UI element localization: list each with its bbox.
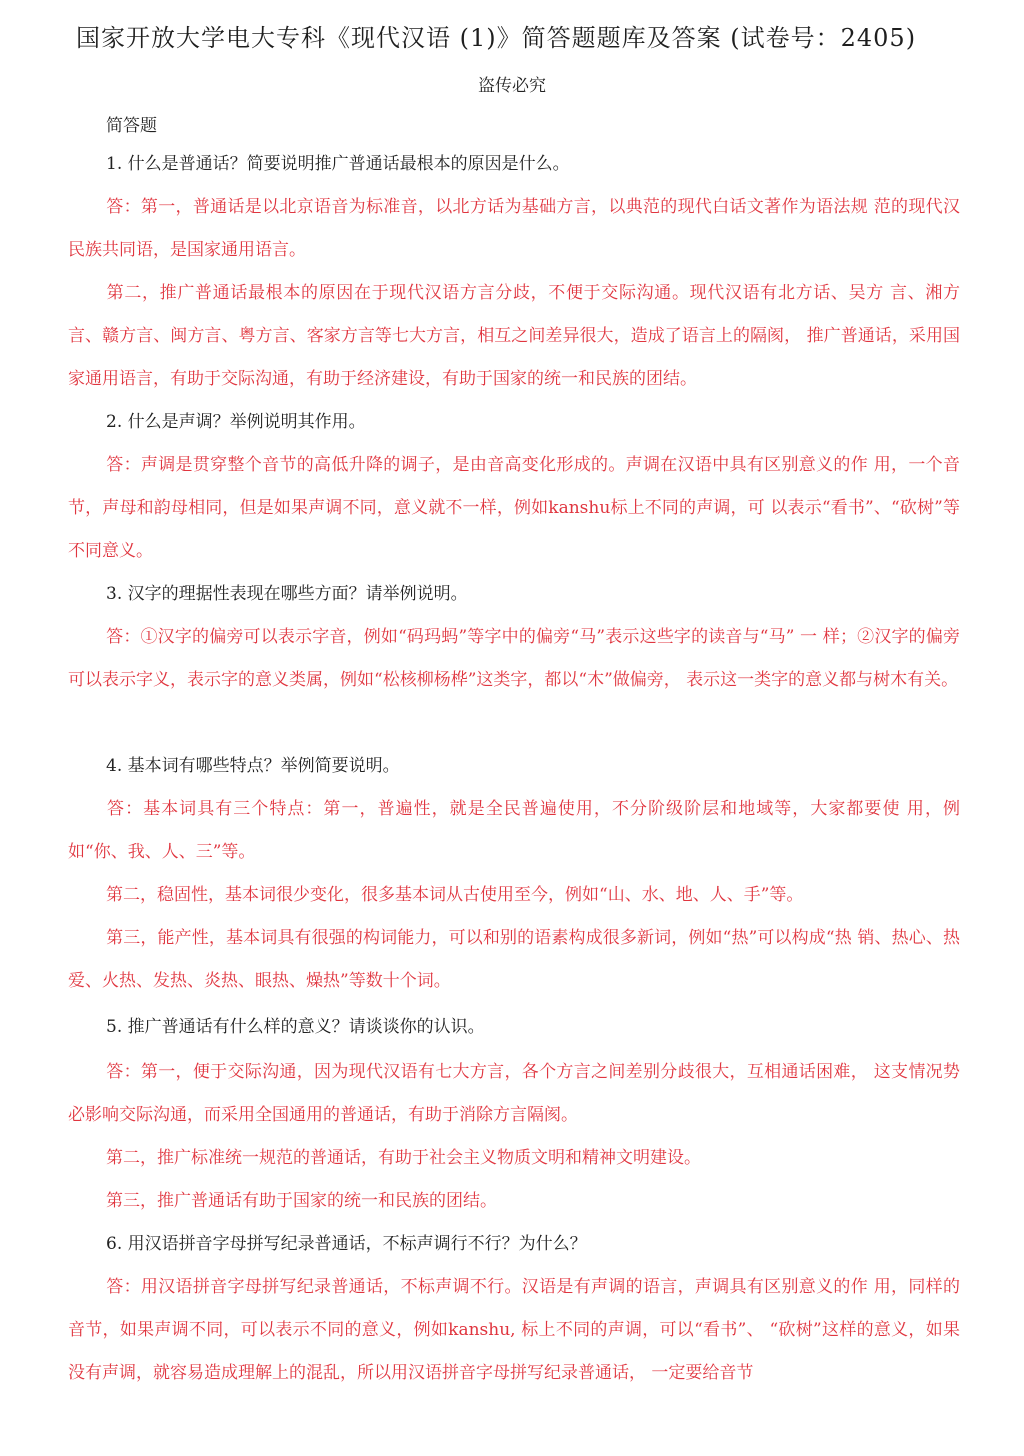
question-6: 6. 用汉语拼音字母拼写纪录普通话，不标声调行不行？为什么？ [106,1234,587,1254]
answer-4-part-3: 第三，能产性，基本词具有很强的构词能力，可以和别的语素构成很多新词，例如“热”可以构成“热 销、热心、热爱、火热、发热、炎热、眼热、燥热”等数十个词。 [68,928,960,991]
document-title: 国家开放大学电大专科《现代汉语 (1)》简答题题库及答案 (试卷号：2405) [76,24,917,52]
answer-5-part-3: 第三，推广普通话有助于国家的统一和民族的团结。 [106,1191,497,1211]
answer-4-part-2: 第二，稳固性，基本词很少变化，很多基本词从古使用至今，例如“山、水、地、人、手”等。 [106,885,804,905]
answer-5-part-2: 第二，推广标准统一规范的普通话，有助于社会主义物质文明和精神文明建设。 [106,1148,701,1168]
document-subtitle: 盗传必究 [478,76,546,96]
answer-1-part-2: 第二，推广普通话最根本的原因在于现代汉语方言分歧，不便于交际沟通。现代汉语有北方话、吴方 言、湘方言、赣方言、闽方言、粤方言、客家方言等七大方言，相互之间差异很大，造成了语言上的隔阂， 推广普通话，采用国家通用语言，有助于交际沟通，有助于经济建设，有助于国家的统一和民族的团结。 [68,283,960,389]
question-4: 4. 基本词有哪些特点？举例简要说明。 [106,756,400,776]
answer-2-part-1: 答：声调是贯穿整个音节的高低升降的调子，是由音高变化形成的。声调在汉语中具有区别意义的作 用，一个音节，声母和韵母相同，但是如果声调不同，意义就不一样，例如kanshu标上不同的声调，可 以表示“看书”、“砍树”等不同意义。 [68,455,960,561]
question-2: 2. 什么是声调？举例说明其作用。 [106,412,366,432]
answer-1-part-1: 答：第一，普通话是以北京语音为标准音，以北方话为基础方言，以典范的现代白话文著作为语法规 范的现代汉民族共同语，是国家通用语言。 [68,197,960,260]
section-heading: 简答题 [106,116,157,136]
answer-3-part-1: 答：①汉字的偏旁可以表示字音，例如“码玛蚂”等字中的偏旁“马”表示这些字的读音与“马” 一 样；②汉字的偏旁可以表示字义，表示字的意义类属，例如“松核柳杨桦”这类字，都以“木”做偏旁， 表示这一类字的意义都与树木有关。 [68,627,960,690]
question-5: 5. 推广普通话有什么样的意义？请谈谈你的认识。 [106,1017,485,1037]
question-3: 3. 汉字的理据性表现在哪些方面？请举例说明。 [106,584,468,604]
answer-5-part-1: 答：第一，便于交际沟通，因为现代汉语有七大方言，各个方言之间差别分歧很大，互相通话困难， 这支情况势必影响交际沟通，而采用全国通用的普通话，有助于消除方言隔阂。 [68,1062,960,1125]
answer-4-part-1: 答：基本词具有三个特点：第一，普遍性，就是全民普遍使用，不分阶级阶层和地域等，大家都要使 用，例如“你、我、人、三”等。 [68,799,960,862]
answer-6-part-1: 答：用汉语拼音字母拼写纪录普通话，不标声调不行。汉语是有声调的语言，声调具有区别意义的作 用，同样的音节，如果声调不同，可以表示不同的意义，例如kanshu, 标上不同的声调，可以“看书”、 “砍树”这样的意义，如果没有声调，就容易造成理解上的混乱，所以用汉语拼音字母拼写纪录普通话， 一定要给音节 [68,1277,960,1383]
question-1: 1. 什么是普通话？简要说明推广普通话最根本的原因是什么。 [106,154,570,174]
